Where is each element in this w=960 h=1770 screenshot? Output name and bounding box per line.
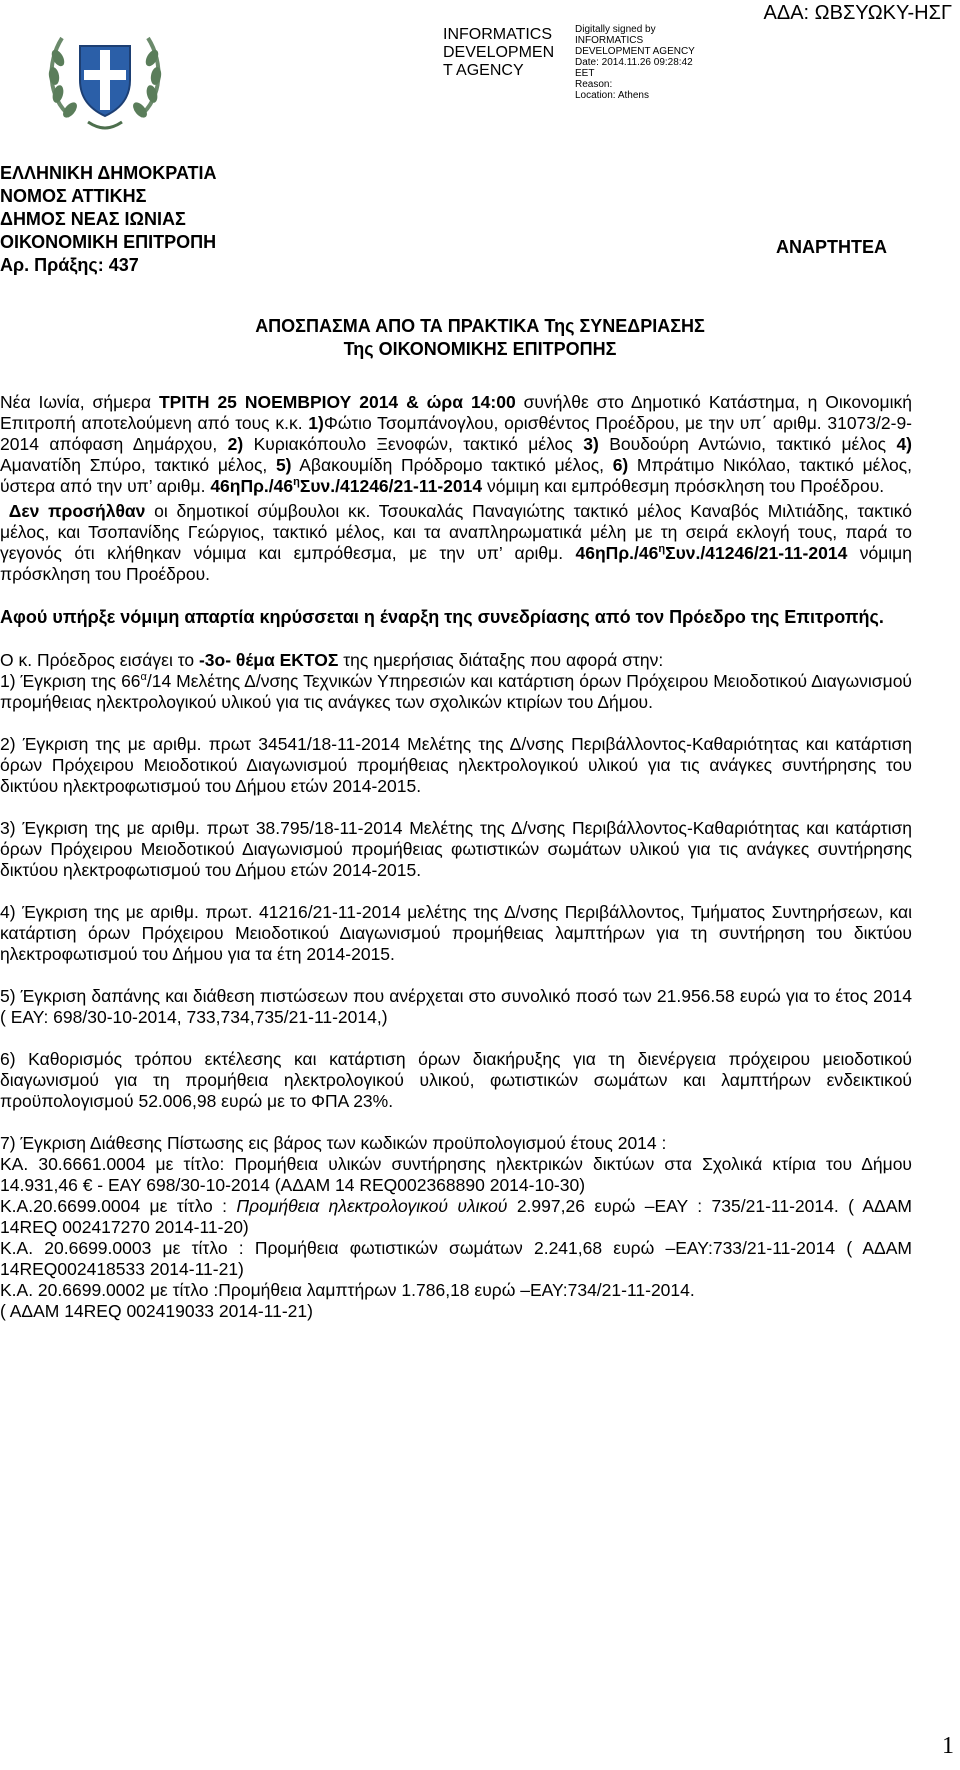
- issuer-block: [0, 162, 216, 277]
- agenda-intro: [0, 650, 912, 671]
- issuer-line: ΔΗΜΟΣ ΝΕΑΣ ΙΩΝΙΑΣ: [0, 209, 186, 229]
- budget-code-ref: ( ΑΔΑΜ 14REQ 002419033 2014-11-21): [0, 1301, 313, 1321]
- agenda-item-2: 2) Έγκριση της με αριθμ. πρωτ 34541/18-11-2014 Μελέτης της Δ/νσης Περιβάλλοντος-Καθαριότητας και κατάρτιση όρων Πρόχειρου Μειοδοτικού Διαγωνισμού προμήθειας ηλεκτρολογικού υλικού για τις ανάγκες συντήρησης του δικτύου ηλεκτροφωτισμού του Δήμου ετών 2014-2015.: [0, 734, 912, 796]
- intro-text: νόμιμη και εμπρόθεσμη πρόσκληση του Προέδρου.: [482, 476, 885, 496]
- signature-line: INFORMATICS: [575, 35, 644, 46]
- member-text: Φώτιο Τσομπάνογλου, ορισθέντος Προέδρου, με την υπ΄ αριθμ. 31073/2-9-2014 απόφαση Δημάρχου,: [0, 413, 913, 454]
- member-number: 4): [896, 434, 912, 454]
- signature-line: DEVELOPMENT AGENCY: [575, 46, 695, 57]
- title-line: Της ΟΙΚΟΝΟΜΙΚΗΣ ΕΠΙΤΡΟΠΗΣ: [343, 339, 617, 359]
- document-body: [0, 392, 912, 1322]
- posting-label: ΑΝΑΡΤΗΤΕΑ: [776, 237, 887, 257]
- signer-line: INFORMATICS: [443, 26, 553, 43]
- quorum-statement: Αφού υπήρξε νόμιμη απαρτία κηρύσσεται η έναρξη της συνεδρίασης από τον Πρόεδρο της Επιτροπής.: [0, 607, 884, 627]
- invitation-ref-sup: η: [658, 543, 666, 556]
- issuer-line: ΕΛΛΗΝΙΚΗ ΔΗΜΟΚΡΑΤΙΑ: [0, 163, 217, 183]
- intro-text: Νέα Ιωνία, σήμερα: [0, 392, 159, 412]
- issuer-line: ΝΟΜΟΣ ΑΤΤΙΚΗΣ: [0, 186, 147, 206]
- budget-code-line: Κ.Α. 20.6699.0003 με τίτλο : Προμήθεια φωτιστικών σωμάτων 2.241,68 ευρώ –ΕΑΥ:733/21-11-2014 ( ΑΔΑΜ 14REQ002418533 2014-11-21): [0, 1238, 912, 1279]
- member-number: 5): [275, 455, 292, 475]
- member-number: 2): [227, 434, 244, 454]
- absent-paragraph: [0, 501, 912, 585]
- invitation-ref: 46ηΠρ./46: [575, 543, 659, 563]
- agenda-topic: -3ο- θέμα ΕΚΤΟΣ: [198, 650, 339, 670]
- budget-code-line: ΚΑ. 30.6661.0004 με τίτλο: Προμήθεια υλικών συντήρησης ηλεκτρικών δικτύων στα Σχολικά κτίρια του Δήμου 14.931,46 € - ΕΑΥ 698/30-10-2014 (ΑΔΑΜ 14 REQ002368890 2014-10-30): [0, 1154, 912, 1195]
- signature-line: Location: Athens: [575, 90, 649, 101]
- member-text: Βουδούρη Αντώνιο, τακτικό μέλος: [598, 434, 897, 454]
- absent-text: οι δημοτικοί σύμβουλοι κκ. Τσουκαλάς Παναγιώτης τακτικό μέλος Καναβός Μιλτιάδης, τακτικό μέλος, και Τσοπανίδης Γεώργιος, τακτικό μέλος, και τα αναπληρωματικά μέλη με τη σειρά εκλογή τους, παρά το γεγονός ότι κλήθηκαν νόμιμα και εμπρόθεσμα, με την υπ’ αριθμ.: [0, 501, 912, 563]
- meeting-datetime: ΤΡΙΤΗ 25 ΝΟΕΜΒΡΙΟΥ 2014 & ώρα 14:00: [158, 392, 516, 412]
- member-text: Κυριακόπουλο Ξενοφών, τακτικό μέλος: [243, 434, 584, 454]
- intro-text: συνήλθε στο Δημοτικό Κατάστημα, η Οικονομική Επιτροπή αποτελούμενη από τους κ.κ.: [0, 392, 912, 433]
- signer-line: DEVELOPMEN: [443, 44, 555, 61]
- signer-organization: [443, 26, 573, 80]
- member-text: Αβακουμίδη Πρόδρομο τακτικό μέλος,: [291, 455, 613, 475]
- invitation-ref-sup: η: [293, 476, 300, 489]
- budget-text: 2.997,26 ευρώ –ΕΑΥ : 735/21-11-2014. ( ΑΔΑΜ 14REQ 002417270 2014-11-20): [0, 1196, 912, 1237]
- agenda-text: Ο κ. Πρόεδρος εισάγει το: [0, 650, 199, 670]
- signature-line: Digitally signed by: [575, 24, 656, 35]
- page-number: 1: [942, 1733, 954, 1759]
- item-sup: α: [140, 671, 147, 684]
- signature-line: Reason:: [575, 79, 613, 90]
- member-text: Μπράτιμο Νικόλαο, τακτικό μέλος, ύστερα από την υπ’ αριθμ.: [0, 455, 912, 496]
- invitation-ref: 46ηΠρ./46: [210, 476, 294, 496]
- agenda-item-4: 4) Έγκριση της με αριθμ. πρωτ. 41216/21-11-2014 μελέτης της Δ/νσης Περιβάλλοντος, Τμήματος Συντηρήσεων, και κατάρτιση όρων Πρόχειρου Μειοδοτικού Διαγωνισμού προμήθειας λαμπτήρων για τη συντήρηση του δικτύου ηλεκτροφωτισμού του Δήμου για τα έτη 2014-2015.: [0, 902, 912, 964]
- act-number: Αρ. Πράξης: 437: [0, 255, 139, 275]
- absent-label: Δεν προσήλθαν: [8, 501, 146, 521]
- absent-text: νόμιμη πρόσκληση του Προέδρου.: [0, 543, 912, 584]
- item-text: 1) Έγκριση της 66: [0, 671, 141, 691]
- agenda-item-7: 7) Έγκριση Διάθεσης Πίστωσης εις βάρος των κωδικών προϋπολογισμού έτους 2014 :: [0, 1133, 667, 1153]
- budget-code-line: Κ.Α. 20.6699.0002 με τίτλο :Προμήθεια λαμπτήρων 1.786,18 ευρώ –ΕΑΥ:734/21-11-2014.: [0, 1280, 695, 1300]
- budget-text: Κ.Α.20.6699.0004 με τίτλο :: [0, 1196, 237, 1216]
- member-number: 6): [612, 455, 629, 475]
- digital-signature-details: [575, 24, 725, 101]
- budget-code-line: [0, 1196, 912, 1238]
- agenda-item-6: 6) Καθορισμός τρόπου εκτέλεσης και κατάρτιση όρων διακήρυξης για τη διενέργεια πρόχειρου μειοδοτικού διαγωνισμού για τη προμήθεια ηλεκτρολογικού υλικού, φωτιστικών σωμάτων και λαμπτήρων ενδεικτικού προϋπολογισμού 52.006,98 ευρώ με το ΦΠΑ 23%.: [0, 1049, 912, 1111]
- document-title: [0, 315, 960, 361]
- agenda-item-1: [0, 671, 912, 713]
- budget-title: Προμήθεια ηλεκτρολογικού υλικού: [236, 1196, 508, 1216]
- signature-line: Date: 2014.11.26 09:28:42: [575, 57, 693, 68]
- agenda-text: της ημερήσιας διάταξης που αφορά στην:: [338, 650, 664, 670]
- invitation-ref: Συν./41246/21-11-2014: [299, 476, 483, 496]
- greek-emblem-icon: [40, 18, 170, 138]
- signer-line: T AGENCY: [443, 62, 524, 79]
- member-text: Αμανατίδη Σπύρο, τακτικό μέλος,: [0, 455, 276, 475]
- item-text: /14 Μελέτης Δ/νσης Τεχνικών Υπηρεσιών και κατάρτιση όρων Πρόχειρου Μειοδοτικού Διαγωνισμού προμήθειας ηλεκτρολογικού υλικού για τις ανάγκες των σχολικών κτιρίων του Δήμου.: [0, 671, 912, 712]
- intro-paragraph: [0, 392, 912, 497]
- issuer-line: ΟΙΚΟΝΟΜΙΚΗ ΕΠΙΤΡΟΠΗ: [0, 232, 217, 252]
- invitation-ref: Συν./41246/21-11-2014: [665, 543, 848, 563]
- agenda-item-3: 3) Έγκριση της με αριθμ. πρωτ 38.795/18-11-2014 Μελέτης της Δ/νσης Περιβάλλοντος-Καθαριότητας και κατάρτιση όρων Πρόχειρου Μειοδοτικού Διαγωνισμού προμήθειας φωτιστικών σωμάτων υλικού για τις ανάγκες συντήρησης δικτύου ηλεκτροφωτισμού του Δήμου ετών 2014-2015.: [0, 818, 912, 880]
- ada-code: ΑΔΑ: ΩΒΣΥΩΚΥ-ΗΣΓ: [763, 2, 952, 24]
- member-number: 3): [583, 434, 599, 454]
- member-number: 1): [308, 413, 324, 433]
- title-line: ΑΠΟΣΠΑΣΜΑ ΑΠΟ ΤΑ ΠΡΑΚΤΙΚΑ Της ΣΥΝΕΔΡΙΑΣΗΣ: [255, 316, 705, 336]
- agenda-item-5: 5) Έγκριση δαπάνης και διάθεση πιστώσεων που ανέρχεται στο συνολικό ποσό των 21.956.58 ευρώ για το έτος 2014 ( ΕΑΥ: 698/30-10-2014, 733,734,735/21-11-2014,): [0, 986, 912, 1027]
- signature-line: EET: [575, 68, 595, 79]
